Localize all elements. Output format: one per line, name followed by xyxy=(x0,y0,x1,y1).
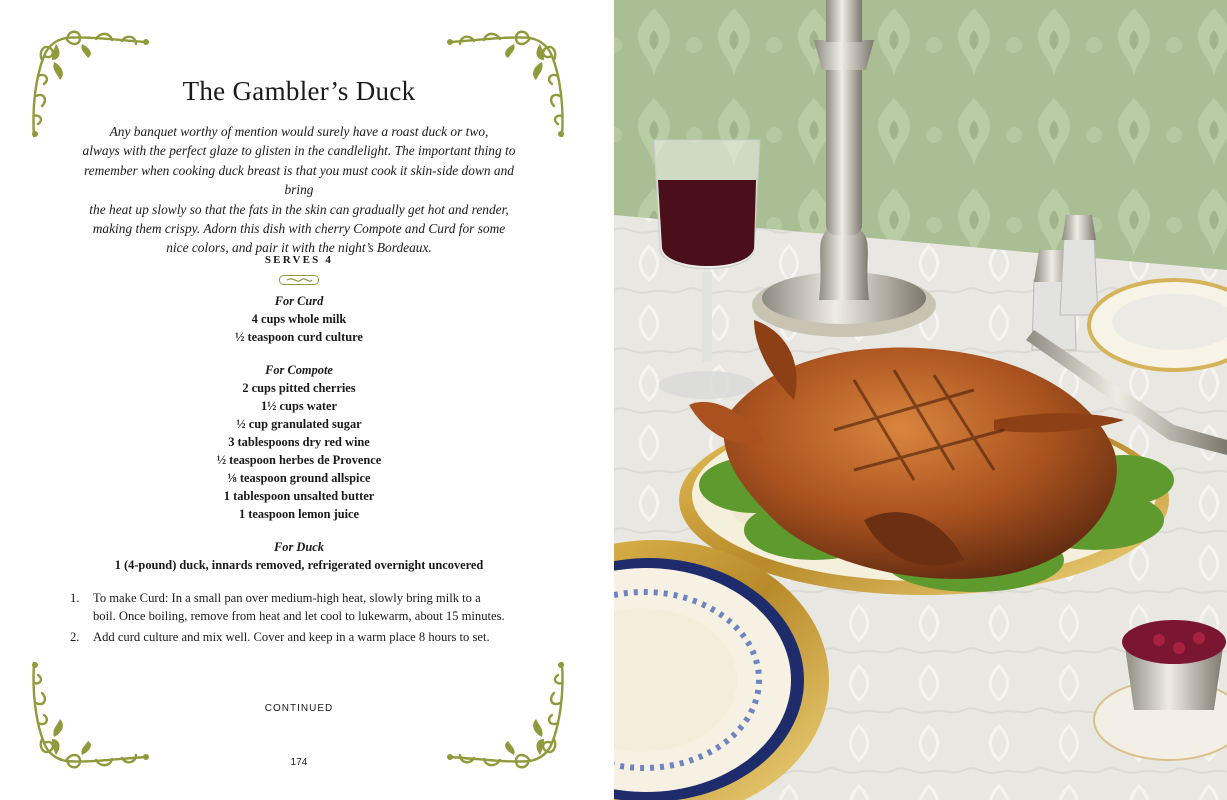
instruction-list xyxy=(70,590,506,651)
intro-line: the heat up slowly so that the fats in the skin can gradually get hot and render, xyxy=(89,201,509,217)
ingredient-item: ⅛ teaspoon ground allspice xyxy=(227,471,371,485)
ingredient-group-compote xyxy=(0,362,598,523)
step-text: Add curd culture and mix well. Cover and keep in a warm place 8 hours to set. xyxy=(93,630,490,644)
ingredient-item: 1½ cups water xyxy=(260,399,338,413)
flourish-divider-icon xyxy=(279,275,319,285)
ingredient-group-heading: For Compote xyxy=(265,363,333,377)
ingredient-list xyxy=(0,293,598,590)
corner-ornament-bottom-left xyxy=(26,658,156,773)
intro-line: making them crispy. Adorn this dish with cherry Compote and Curd for some xyxy=(92,221,506,237)
step-number: 2. xyxy=(70,630,80,644)
instruction-step xyxy=(70,629,506,647)
ingredient-group-curd xyxy=(0,293,598,346)
ingredient-item: 2 cups pitted cherries xyxy=(242,381,356,395)
ingredient-item: 1 tablespoon unsalted butter xyxy=(223,489,375,503)
intro-line: nice colors, and pair it with the night’s Bordeaux. xyxy=(166,240,432,256)
step-number: 1. xyxy=(70,591,80,605)
recipe-title: The Gambler’s Duck xyxy=(182,76,416,106)
ingredient-item: 1 teaspoon lemon juice xyxy=(238,507,360,521)
ingredient-group-heading: For Curd xyxy=(274,294,324,308)
roast-duck-photo xyxy=(614,0,1227,800)
serves-label: SERVES 4 xyxy=(264,254,334,266)
step-text: To make Curd: In a small pan over medium-high heat, slowly bring milk to a boil. Once boiling, remove from heat and let cool to lukewarm, about 15 minutes. xyxy=(93,591,505,623)
ingredient-item: ½ teaspoon curd culture xyxy=(235,330,363,344)
ingredient-item: 4 cups whole milk xyxy=(251,312,347,326)
recipe-intro xyxy=(70,122,528,258)
instruction-step xyxy=(70,590,506,625)
intro-line: always with the perfect glaze to glisten in the candlelight. The important thing to xyxy=(82,143,516,159)
continued-label: CONTINUED xyxy=(264,703,334,714)
ingredient-item: ½ teaspoon herbes de Provence xyxy=(216,453,382,467)
intro-line: Any banquet worthy of mention would surely have a roast duck or two, xyxy=(109,124,489,139)
ingredient-group-heading: For Duck xyxy=(274,540,324,554)
side-bowl xyxy=(1089,280,1227,370)
intro-line: remember when cooking duck breast is that you must cook it skin-side down and bring xyxy=(83,162,515,198)
corner-ornament-bottom-right xyxy=(440,658,570,773)
ingredient-item: 3 tablespoons dry red wine xyxy=(228,435,370,449)
ingredient-group-duck xyxy=(0,539,598,574)
page-number: 174 xyxy=(290,757,308,768)
ingredient-item: ½ cup granulated sugar xyxy=(236,417,362,431)
ingredient-item: 1 (4-pound) duck, innards removed, refrigerated overnight uncovered xyxy=(114,558,484,572)
